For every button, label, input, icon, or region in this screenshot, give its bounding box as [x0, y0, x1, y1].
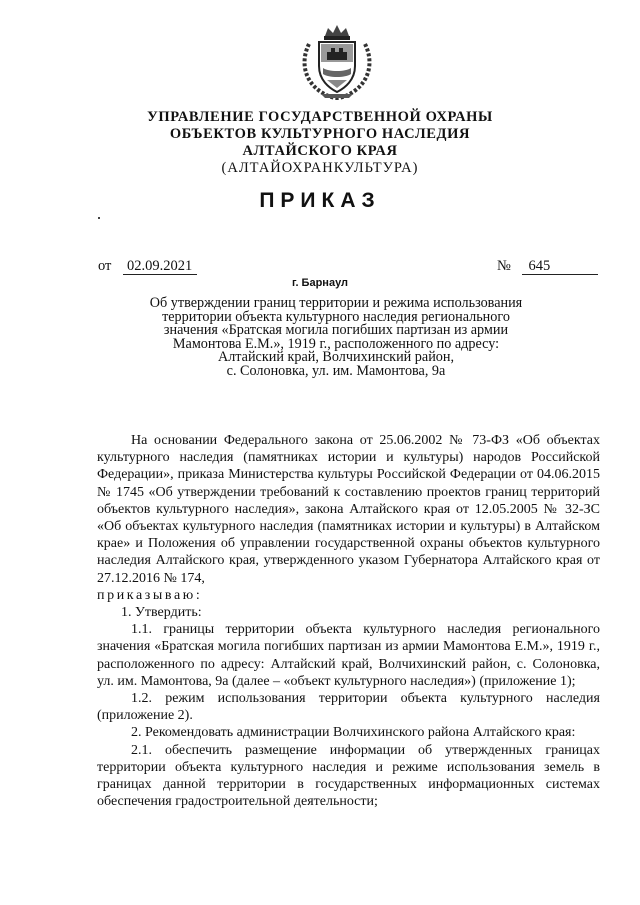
title-line: Алтайский край, Волчихинский район,	[217, 349, 455, 366]
order-word: приказываю:	[97, 587, 203, 603]
coat-of-arms-emblem	[297, 22, 377, 100]
item-1-1: 1.1. границы территории объекта культурного наследия регионального значения «Братская могила погибших партизан из армии Мамонтова Е.М.», 1919 г., расположенного по адресу: Алтайский край, Волчихинский район, с. Солоновка, ул. им. Мамонтова, 9а (далее – «объект культурного наследия») (приложение 1);	[97, 622, 600, 689]
item-2-1: 2.1. обеспечить размещение информации об утвержденных границах территории объекта культурного наследия и режиме использования земель в границах данной территории в государственных информационных системах обеспечения градостроительной деятельности;	[97, 742, 600, 810]
document-number: 645	[522, 259, 598, 275]
emblem-graphic	[297, 22, 377, 100]
org-name-line-3: АЛТАЙСКОГО КРАЯ	[242, 143, 398, 159]
document-type-heading: ПРИКАЗ	[259, 189, 381, 212]
item-1: 1. Утвердить:	[121, 605, 202, 621]
document-date: 02.09.2021	[123, 259, 197, 275]
preamble-paragraph: На основании Федерального закона от 25.06.2002 № 73-ФЗ «Об объектах культурного наследия (памятниках истории и культуры) народов Российской Федерации», приказа Министерства культуры Российской Федерации от 04.06.2015 № 1745 «Об утверждении требований к составлению проектов границ территорий объектов культурного наследия», закона Алтайского края от 12.05.2005 № 32-ЗС «Об объектах культурного наследия (памятниках истории и культуры) в Алтайском крае» и Положения об управлении государственной охраны объектов культурного наследия Алтайского края, утвержденного указом Губернатора Алтайского края от 27.12.2016 № 174,	[97, 433, 600, 586]
number-field	[497, 258, 598, 275]
item-1-2: 1.2. режим использования территории объекта культурного наследия (приложение 2).	[97, 691, 600, 724]
number-prefix: №	[497, 258, 511, 274]
date-field	[98, 258, 197, 275]
org-short-name: (АЛТАЙОХРАНКУЛЬТУРА)	[221, 160, 419, 176]
org-name-line-2: ОБЪЕКТОВ КУЛЬТУРНОГО НАСЛЕДИЯ	[169, 126, 471, 142]
title-line: территории объекта культурного наследия регионального	[162, 308, 510, 325]
item-2: 2. Рекомендовать администрации Волчихинского района Алтайского края:	[131, 725, 576, 741]
org-name-line-1: УПРАВЛЕНИЕ ГОСУДАРСТВЕННОЙ ОХРАНЫ	[147, 109, 493, 125]
document-body	[97, 432, 600, 810]
document-title	[120, 297, 552, 379]
title-line: Об утверждении границ территории и режима использования	[149, 295, 523, 311]
title-line: с. Солоновка, ул. им. Мамонтова, 9а	[226, 362, 446, 379]
title-line: значения «Братская могила погибших партизан из армии	[163, 322, 509, 339]
city-label: г. Барнаул	[291, 277, 349, 289]
title-line: Мамонтова Е.М.», 1919 г., расположенного по адресу:	[172, 335, 500, 352]
date-prefix: от	[98, 258, 112, 274]
scan-dot	[98, 217, 100, 219]
